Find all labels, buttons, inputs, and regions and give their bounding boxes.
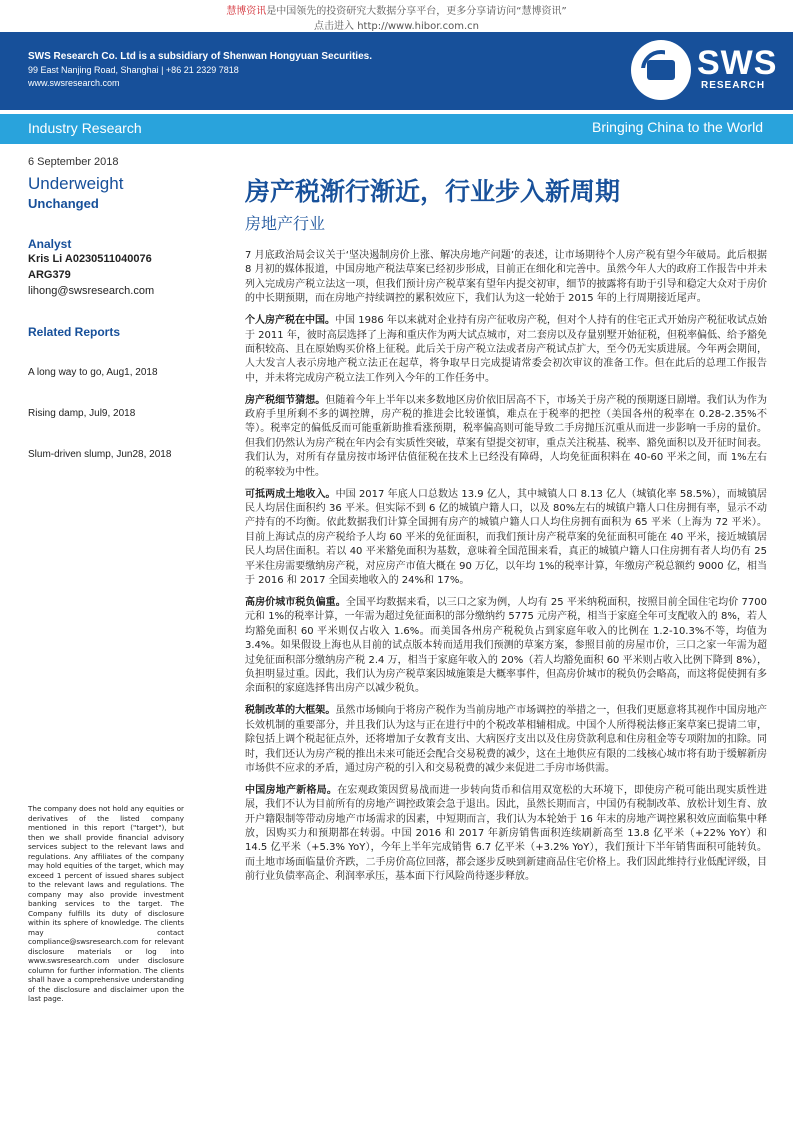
related-reports-heading: Related Reports <box>28 325 121 339</box>
company-line: SWS Research Co. Ltd is a subsidiary of Shenwan Hongyuan Securities. <box>28 51 372 62</box>
company-info <box>28 50 372 90</box>
paragraph-lead: 可抵两成土地收入。 <box>245 488 336 500</box>
paragraph-lead: 房产税细节猜想。 <box>245 394 326 406</box>
paragraph-text: 在宏观政策因贸易战而进一步转向货币和信用双宽松的大环境下，即使房产税可能出现实质性进展，我们不认为目前所有的房地产调控政策会急于退出。因此，虽然长期而言，中国仍有税制改革、放松计划生育、放开户籍限制等带动房地产市场需求的因素，中短期而言，我们认为本轮始于 16 年末的房地产调控累积效应面临集中释放，因购买力和预期都在转弱。中国 2016 和 2017 年新房销售面积连续刷新高至 13.8 亿平米（+22% YoY）和 14.5 亿平米（+5.3% YoY），今年上半年完成销售 6.7 亿平米（+3.2% YoY），我们预计下半年销售面积可能转负。而土地市场面临量价齐跌，二手房价高位回落，都会逐步反映到新建商品住宅价格上。我们因此维持行业低配评级，目前行业负债率高企、利润率承压，基本面下行风险尚待逐步释放。 <box>245 784 768 883</box>
analyst-info <box>28 251 198 299</box>
paragraph-lead: 高房价城市税负偏重。 <box>245 596 346 608</box>
analyst-name: Kris Li A0230511040076 <box>28 253 152 265</box>
paragraph <box>245 596 767 697</box>
report-header <box>0 32 793 110</box>
tagline: Bringing China to the World <box>592 119 763 135</box>
logo-subtext: RESEARCH <box>701 80 766 91</box>
watermark-link[interactable]: 点击进入 http://www.hibor.com.cn <box>314 21 479 32</box>
paragraph-text: 中国 2017 年底人口总数达 13.9 亿人，其中城镇人口 8.13 亿人（城镇化率 58.5%），而城镇居民人均居住面积约 36 平米。但实际不到 6 亿的城镇户籍人口，以及 80%左右的城镇户籍人口住房拥有率，显示不动产持有的不均衡。依此数据我们计算全国拥有房产的城镇户籍人口人均住房拥有面积为 65 平米（上海为 72 平米）。目前上海试点的房产税给予人均 60 平米的免征面积，而我们预计房产税草案的免征面积可能在 40 平米，接近城镇居民人均居住面积。若以 40 平米豁免面积为基数，意味着全国范围来看，真正的城镇户籍人口住房拥有者人均仍有 25 平米住房需要缴纳房产税，对应房产市值大概在 90 万亿，以年均 1%的税率计算，年缴房产税总额约 9000 亿，相当于 2016 和 2017 全国卖地收入的 24%和 17%。 <box>245 488 768 587</box>
analyst-email[interactable]: lihong@swsresearch.com <box>28 285 155 297</box>
sws-logo <box>625 36 778 102</box>
disclaimer: The company does not hold any equities or derivatives of the listed company mentioned in this report ("target"), but then we shall provide financial advisory services subject to the relevant laws and regulations. Any affiliates of the company may hold equities of the target, which may exceed 1 percent of issued shares subject to the relevant laws and regulations. The company may also provide investment banking services to the target. The Company fulfills its duty of disclosure within its sphere of knowledge. The clients may contact compliance@swsresearch.com for relevant disclosure materials or log into www.swsresearch.com under disclosure column for further information. The clients shall have a comprehensive understanding of the disclosure and disclaimer upon the last page. <box>28 804 184 1003</box>
rating: Underweight <box>28 174 124 193</box>
paragraph <box>245 394 767 480</box>
analyst-heading: Analyst <box>28 237 72 251</box>
paragraph <box>245 704 767 776</box>
paragraph <box>245 314 767 386</box>
paragraph <box>245 784 767 885</box>
paragraph <box>245 249 767 307</box>
section-bar <box>0 114 793 144</box>
company-website: www.swsresearch.com <box>28 78 120 88</box>
analyst-code: ARG379 <box>28 269 71 281</box>
company-address: 99 East Nanjing Road, Shanghai | +86 21 2329 7818 <box>28 65 239 75</box>
rating-change: Unchanged <box>28 196 99 211</box>
sidebar <box>28 156 198 462</box>
related-report[interactable]: A long way to go, Aug1, 2018 <box>28 367 158 378</box>
related-report[interactable]: Slum-driven slump, Jun28, 2018 <box>28 449 172 460</box>
report-subtitle: 房地产行业 <box>245 214 326 233</box>
report-title: 房产税渐行渐近，行业步入新周期 <box>245 177 621 206</box>
watermark-brand: 慧博资讯 <box>226 6 267 17</box>
report-type: Industry Research <box>28 120 142 136</box>
paragraph-text: 中国 1986 年以来就对企业持有房产征收房产税，但对个人持有的住宅正式开始房产税征收试点始于 2011 年，彼时高层选择了上海和重庆作为两大试点城市，对二套房以及存量别墅开始征税，但税率偏低、给予豁免面积较高、且在原始购买价格上征税。此后关于房产税立法或者房产税试点扩大，至今仍无实质进展。今年两会期间，人大发言人表示房地产税立法正在起草，将争取早日完成提请常委会初次审议的准备工作。但在此后的总理工作报告中，并未将完成房产税立法工作列入今年的工作任务中。 <box>245 315 768 384</box>
related-report[interactable]: Rising damp, Jul9, 2018 <box>28 408 136 419</box>
paragraph-lead: 个人房产税在中国。 <box>245 315 336 327</box>
paragraph <box>245 488 767 589</box>
paragraph-text: 但随着今年上半年以来多数地区房价依旧居高不下，市场关于房产税的预期逐日剧增。我们认为作为政府手里所剩不多的调控牌，房产税的推进会比较谨慎，难点在于税率的把控（美国各州的税率在 0.28-2.35%不等）。税率定的偏低反而可能重新助推看涨预期，税率偏高则可能导致二手房抛压沉重从而进一步影响一手房的量价。但我们仍然认为房产税在年内会有实质性突破，草案有望提交初审，重点关注税基、税率、豁免面积以及开征时间表。我们认为，对所有存量房按市场评估值征税在技术上已经没有障碍，人均免征面积料在 40-60 平米之间，而 1%左右的税率较为中性。 <box>245 394 768 478</box>
paragraph-text: 7 月底政治局会议关于‘坚决遏制房价上涨、解决房地产问题’的表述，让市场期待个人房产税有望今年破局。此后根据 8 月初的媒体报道，中国房地产税法草案已经初步形成，目前正在细化和完善中。虽然今年人大的政府工作报告中并未列入完成房产税立法这一项，但我们预计房产税草案有望年内提交初审，细节的披露将有助于引导和稳定大众对于房价的中长期预期，而在房地产持续调控的累积效应下，我们认为这一轮始于 2015 年的上行周期接近尾声。 <box>245 250 767 305</box>
body-paragraphs <box>245 249 767 885</box>
logo-emblem-icon <box>631 40 691 100</box>
paragraph-text: 虽然市场倾向于将房产税作为当前房地产市场调控的举措之一，但我们更愿意将其视作中国房地产长效机制的重要部分，并且我们认为这与正在进行中的个税改革相辅相成。中国个人所得税法修正案草案已提请二审，除包括上调个税起征点外，还将增加子女教育支出、大病医疗支出以及住房贷款利息和住房租金等专项附加的扣除。同时，我们还认为房产税的推出未来可能还会配合交易税费的减少，这在土地供应有限的二线核心城市将有助于缓解新房市场供不应求的矛盾，通过房产税的引入和交易税费的减少来促进二手房市场供需。 <box>245 705 768 774</box>
report-date: 6 September 2018 <box>28 156 119 168</box>
watermark-text: 是中国领先的投资研究大数据分享平台，更多分享请访问“慧博资讯” <box>266 6 567 17</box>
paragraph-text: 全国平均数据来看，以三口之家为例，人均有 25 平米纳税面积，按照目前全国住宅均价 7700 元和 1%的税率计算，一年需为超过免征面积的部分缴纳约 5775 元房产税，相当于家庭全年可支配收入的 8%，若人均豁免面积 60 平米则仅占收入 1.6%。而美国各州房产税税负占到家庭年收入的比例在 1.2-10.3%不等，均值为 3.4%。如果假设上海也从目前的试点版本转而适用我们预测的草案方案，参照目前的房屋市价，三口之家一年需为超过免征面积部分缴纳房产税 2.4 万，相当于家庭年收入的 20%（若人均豁免面积 60 平米则占收入比例下降到 8%），负担明显过重。因此，我们认为房产税草案因城施策是大概率事件，但高房价城市的税负仍会略高，而这将促使拥有多余面积的家庭选择售出房产以减少税负。 <box>245 596 767 695</box>
logo-text: SWS <box>697 44 778 82</box>
paragraph-lead: 中国房地产新格局。 <box>245 784 338 796</box>
watermark-banner <box>0 4 793 34</box>
main-content <box>245 175 767 892</box>
paragraph-lead: 税制改革的大框架。 <box>245 705 336 717</box>
